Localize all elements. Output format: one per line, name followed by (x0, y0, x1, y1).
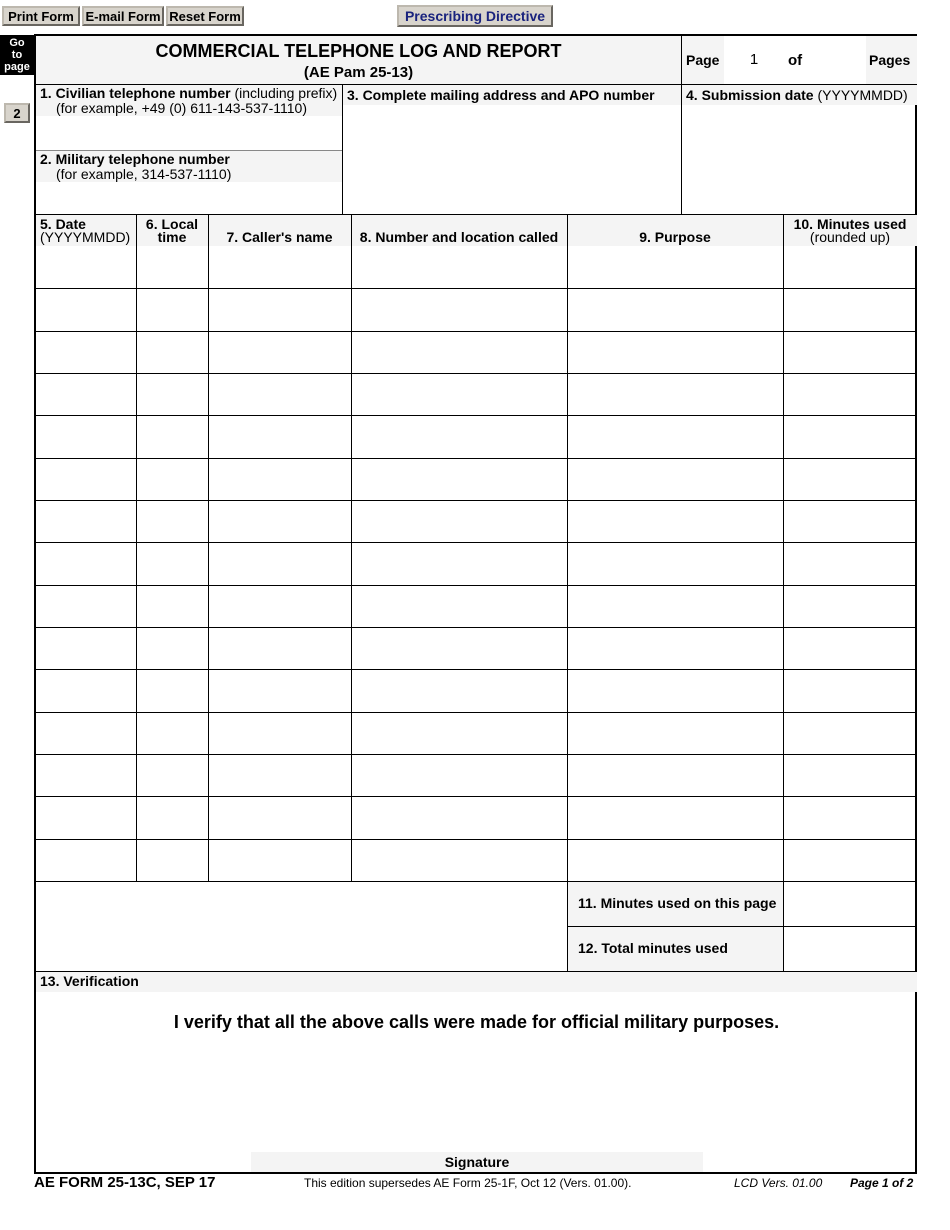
minutes-cell[interactable] (785, 375, 915, 413)
signature-label: Signature (444, 1154, 510, 1170)
caller-name-cell[interactable] (210, 756, 349, 794)
field-2-label: 2. Military telephone number (40, 151, 230, 167)
date-cell[interactable] (38, 798, 134, 836)
number-location-cell[interactable] (353, 798, 565, 836)
page-number-field[interactable]: 1 (749, 51, 759, 68)
remarks-area (38, 883, 565, 969)
civilian-phone-input[interactable] (38, 117, 340, 149)
table-row (36, 246, 917, 288)
print-form-button[interactable]: Print Form (2, 6, 80, 26)
date-cell[interactable] (38, 756, 134, 794)
number-location-cell[interactable] (353, 375, 565, 413)
table-row (36, 585, 917, 627)
minutes-cell[interactable] (785, 671, 915, 709)
date-cell[interactable] (38, 714, 134, 752)
number-location-cell[interactable] (353, 629, 565, 667)
purpose-cell[interactable] (569, 798, 781, 836)
table-row (36, 331, 917, 373)
form-frame (34, 34, 917, 1174)
time-cell[interactable] (138, 544, 206, 582)
field-1-label-rest: (including prefix) (230, 85, 338, 101)
field-4-label-rest: (YYYYMMDD) (813, 87, 908, 103)
time-cell[interactable] (138, 248, 206, 286)
number-location-cell[interactable] (353, 460, 565, 498)
pages-label: Pages (869, 52, 911, 68)
minutes-cell[interactable] (785, 544, 915, 582)
caller-name-cell[interactable] (210, 841, 349, 879)
table-row (36, 712, 917, 754)
go-to-page-line: Go (9, 37, 25, 49)
date-cell[interactable] (38, 248, 134, 286)
minutes-cell[interactable] (785, 290, 915, 328)
go-to-page-line: to (11, 49, 23, 61)
time-cell[interactable] (138, 290, 206, 328)
caller-name-cell[interactable] (210, 544, 349, 582)
date-cell[interactable] (38, 502, 134, 540)
time-cell[interactable] (138, 798, 206, 836)
col-9-header: 9. Purpose (639, 229, 711, 245)
row-divider (36, 881, 917, 882)
number-location-cell[interactable] (353, 714, 565, 752)
signature-input[interactable] (251, 1076, 703, 1152)
field-13-label: 13. Verification (40, 973, 139, 989)
minutes-cell[interactable] (785, 460, 915, 498)
time-cell[interactable] (138, 502, 206, 540)
caller-name-cell[interactable] (210, 417, 349, 455)
col-10-header: 10. Minutes used (793, 216, 907, 232)
prescribing-directive-button[interactable]: Prescribing Directive (397, 5, 553, 27)
caller-name-cell[interactable] (210, 671, 349, 709)
caller-name-cell[interactable] (210, 714, 349, 752)
purpose-cell[interactable] (569, 756, 781, 794)
table-row (36, 754, 917, 796)
go-to-page-label (0, 35, 34, 75)
field-1-label (40, 86, 337, 101)
caller-name-cell[interactable] (210, 629, 349, 667)
date-cell[interactable] (38, 629, 134, 667)
field-4-label-bold: 4. Submission date (686, 87, 814, 103)
number-location-cell[interactable] (353, 248, 565, 286)
purpose-cell[interactable] (569, 587, 781, 625)
purpose-cell[interactable] (569, 841, 781, 879)
total-minutes-input[interactable] (785, 928, 915, 970)
purpose-cell[interactable] (569, 333, 781, 371)
col-8-header: 8. Number and location called (359, 229, 559, 245)
time-cell[interactable] (138, 460, 206, 498)
date-cell[interactable] (38, 375, 134, 413)
number-location-cell[interactable] (353, 502, 565, 540)
number-location-cell[interactable] (353, 841, 565, 879)
minutes-this-page-input[interactable] (785, 883, 915, 925)
lcd-version: LCD Vers. 01.00 (734, 1176, 823, 1190)
table-row (36, 373, 917, 415)
reset-form-button[interactable]: Reset Form (166, 6, 244, 26)
time-cell[interactable] (138, 333, 206, 371)
time-cell[interactable] (138, 375, 206, 413)
form-id: AE FORM 25-13C, SEP 17 (34, 1174, 216, 1191)
field-1-example: (for example, +49 (0) 611-143-537-1110) (56, 100, 307, 116)
minutes-cell[interactable] (785, 587, 915, 625)
form-title: COMMERCIAL TELEPHONE LOG AND REPORT (155, 41, 562, 61)
form-subtitle: (AE Pam 25-13) (303, 64, 414, 81)
table-row (36, 288, 917, 330)
table-row (36, 415, 917, 457)
time-cell[interactable] (138, 417, 206, 455)
caller-name-cell[interactable] (210, 587, 349, 625)
minutes-cell[interactable] (785, 333, 915, 371)
number-location-cell[interactable] (353, 290, 565, 328)
go-to-page-line: page (4, 61, 30, 73)
number-location-cell[interactable] (353, 544, 565, 582)
purpose-cell[interactable] (569, 417, 781, 455)
total-pages-field[interactable] (811, 46, 863, 74)
number-location-cell[interactable] (353, 756, 565, 794)
of-label: of (788, 52, 803, 69)
time-cell[interactable] (138, 671, 206, 709)
minutes-cell[interactable] (785, 756, 915, 794)
caller-name-cell[interactable] (210, 460, 349, 498)
caller-name-cell[interactable] (210, 248, 349, 286)
date-cell[interactable] (38, 671, 134, 709)
field-3-label: 3. Complete mailing address and APO number (347, 87, 655, 103)
table-row (36, 458, 917, 500)
col-5-header: 5. Date (40, 216, 86, 232)
minutes-cell[interactable] (785, 841, 915, 879)
field-12-label: 12. Total minutes used (578, 940, 728, 956)
go-to-page-2-button[interactable]: 2 (4, 103, 30, 123)
military-phone-input[interactable] (38, 182, 340, 212)
minutes-cell[interactable] (785, 714, 915, 752)
date-cell[interactable] (38, 460, 134, 498)
time-cell[interactable] (138, 756, 206, 794)
date-cell[interactable] (38, 290, 134, 328)
caller-name-cell[interactable] (210, 798, 349, 836)
minutes-cell[interactable] (785, 248, 915, 286)
date-cell[interactable] (38, 333, 134, 371)
purpose-cell[interactable] (569, 290, 781, 328)
verification-statement: I verify that all the above calls were made for official military purposes. (173, 1012, 780, 1032)
field-2-example: (for example, 314-537-1110) (56, 166, 232, 182)
table-row (36, 669, 917, 711)
time-cell[interactable] (138, 714, 206, 752)
table-row (36, 796, 917, 838)
col-7-header: 7. Caller's name (226, 229, 333, 245)
col-6-header: 6. Local (145, 216, 199, 232)
table-row (36, 839, 917, 881)
minutes-cell[interactable] (785, 502, 915, 540)
minutes-cell[interactable] (785, 629, 915, 667)
minutes-cell[interactable] (785, 417, 915, 455)
caller-name-cell[interactable] (210, 290, 349, 328)
date-cell[interactable] (38, 544, 134, 582)
col-6-subheader: time (157, 229, 187, 245)
field-4-label (686, 88, 908, 103)
purpose-cell[interactable] (569, 375, 781, 413)
submission-date-input[interactable] (684, 106, 915, 212)
title-block (36, 36, 681, 84)
number-location-cell[interactable] (353, 671, 565, 709)
caller-name-cell[interactable] (210, 333, 349, 371)
number-location-cell[interactable] (353, 417, 565, 455)
purpose-cell[interactable] (569, 248, 781, 286)
minutes-cell[interactable] (785, 798, 915, 836)
number-location-cell[interactable] (353, 333, 565, 371)
edition-note: This edition supersedes AE Form 25-1F, Oct 12 (Vers. 01.00). (304, 1176, 632, 1190)
purpose-cell[interactable] (569, 460, 781, 498)
col-10-subheader: (rounded up) (809, 229, 891, 245)
field-1-label-bold: 1. Civilian telephone number (40, 85, 231, 101)
date-cell[interactable] (38, 587, 134, 625)
purpose-cell[interactable] (569, 544, 781, 582)
email-form-button[interactable]: E-mail Form (82, 6, 164, 26)
purpose-cell[interactable] (569, 502, 781, 540)
purpose-cell[interactable] (569, 629, 781, 667)
time-cell[interactable] (138, 841, 206, 879)
field-11-label: 11. Minutes used on this page (578, 895, 777, 911)
date-cell[interactable] (38, 841, 134, 879)
page-label: Page (686, 52, 720, 68)
caller-name-cell[interactable] (210, 375, 349, 413)
page-indicator: Page 1 of 2 (850, 1176, 914, 1190)
number-location-cell[interactable] (353, 587, 565, 625)
caller-name-cell[interactable] (210, 502, 349, 540)
mailing-address-input[interactable] (345, 106, 679, 212)
date-cell[interactable] (38, 417, 134, 455)
purpose-cell[interactable] (569, 671, 781, 709)
table-row (36, 500, 917, 542)
time-cell[interactable] (138, 587, 206, 625)
table-row (36, 542, 917, 584)
purpose-cell[interactable] (569, 714, 781, 752)
time-cell[interactable] (138, 629, 206, 667)
col-5-subheader: (YYYYMMDD) (40, 229, 131, 245)
table-row (36, 627, 917, 669)
